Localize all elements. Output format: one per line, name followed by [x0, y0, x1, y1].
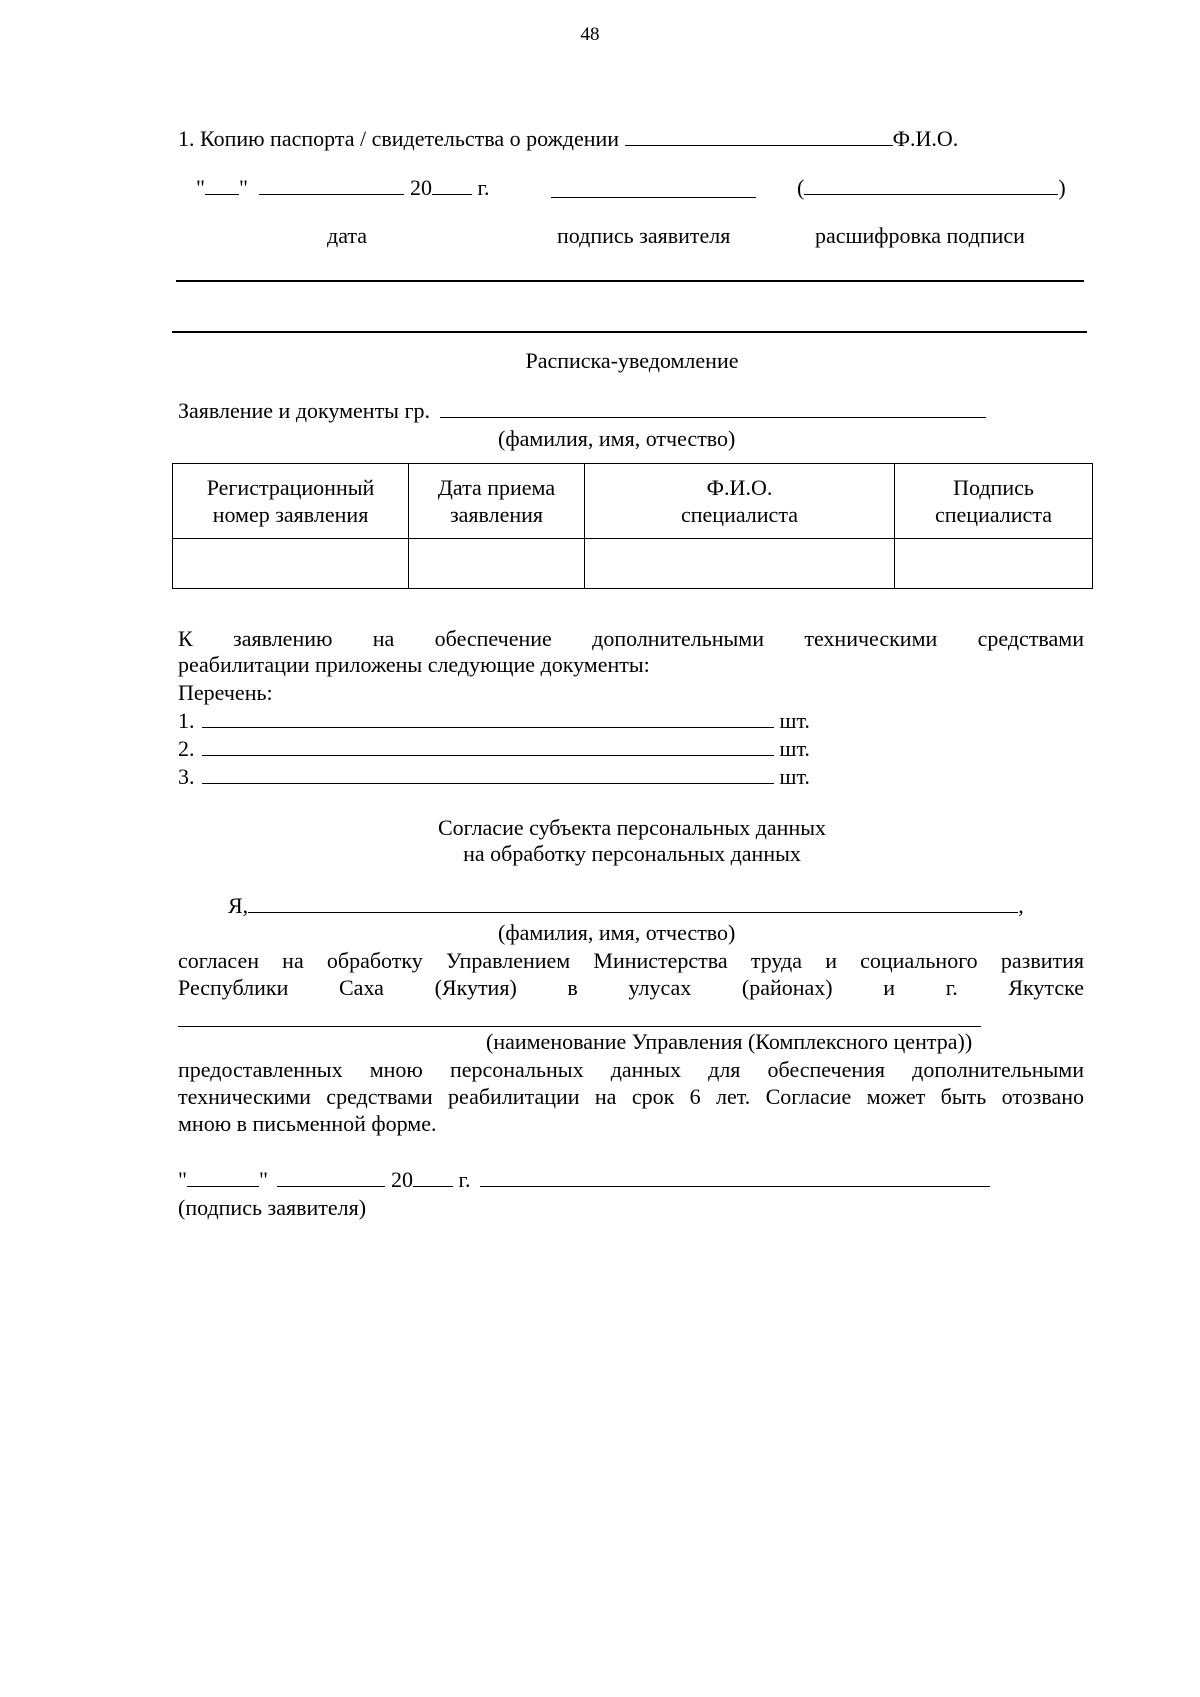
- header-receipt-date: Дата приема заявления: [409, 464, 585, 539]
- footer-day-blank[interactable]: [187, 1167, 259, 1187]
- consent-body-line4: техническими средствами реабилитации на срок 6 лет. Согласие может быть отозвано: [178, 1084, 1084, 1109]
- table-header-row: [173, 464, 1093, 539]
- list-item: [178, 736, 810, 762]
- documents-list-title: Перечень:: [178, 680, 273, 705]
- item-blank-1[interactable]: [202, 708, 774, 728]
- date-signature-row: [196, 175, 490, 201]
- cell-specialist-name[interactable]: [585, 539, 895, 589]
- year-suffix: г.: [477, 175, 490, 200]
- item-blank-3[interactable]: [202, 764, 774, 784]
- quote-close: ": [238, 175, 248, 200]
- month-blank[interactable]: [259, 175, 404, 195]
- footer-signature-caption: (подпись заявителя): [178, 1195, 367, 1220]
- consent-body-line5: мною в письменной форме.: [178, 1111, 437, 1136]
- header-reg-number: Регистрационный номер заявления: [173, 464, 409, 539]
- separator-line-1: [176, 280, 1084, 282]
- consent-name-blank[interactable]: [248, 893, 1018, 913]
- applicant-name-blank[interactable]: [440, 398, 986, 418]
- label-signature: подпись заявителя: [557, 223, 731, 248]
- item-number: 1.: [178, 708, 195, 733]
- consent-body-line2: Республики Саха (Якутия) в улусах (районах) и г. Якутске: [178, 975, 1084, 1000]
- consent-body-line1: согласен на обработку Управлением Министерства труда и социального развития: [178, 948, 1084, 973]
- consent-name-caption: (фамилия, имя, отчество): [498, 920, 736, 945]
- item-unit: шт.: [779, 736, 810, 761]
- receipt-title: Расписка-уведомление: [525, 348, 739, 373]
- year-prefix: 20: [409, 175, 432, 200]
- header-specialist-signature: Подпись специалиста: [895, 464, 1093, 539]
- consent-title-line2: на обработку персональных данных: [463, 841, 801, 866]
- separator-line-2: [172, 331, 1087, 333]
- quote-open: ": [196, 175, 205, 200]
- paren-open: (: [797, 175, 805, 200]
- footer-year-suffix: г.: [458, 1167, 471, 1192]
- list-item: [178, 764, 810, 790]
- consent-name-line: [228, 893, 1024, 919]
- item-blank-2[interactable]: [202, 736, 774, 756]
- fio-label: Ф.И.О.: [892, 126, 959, 151]
- i-label: Я,: [228, 893, 249, 918]
- passport-copy-text: 1. Копию паспорта / свидетельства о рождении: [178, 126, 620, 151]
- footer-signature-blank[interactable]: [480, 1167, 990, 1187]
- applicant-caption: (фамилия, имя, отчество): [498, 426, 736, 451]
- label-decoding: расшифровка подписи: [815, 223, 1025, 248]
- consent-footer-date: [178, 1167, 990, 1193]
- decoding-blank[interactable]: [804, 175, 1058, 195]
- page-number: 48: [580, 24, 600, 45]
- documents-intro-line2: реабилитации приложены следующие документы:: [178, 652, 650, 677]
- footer-year-prefix: 20: [390, 1167, 413, 1192]
- passport-copy-line: [178, 126, 958, 152]
- organization-blank[interactable]: [178, 1007, 981, 1027]
- item-number: 2.: [178, 736, 195, 761]
- paren-close: ): [1058, 175, 1066, 200]
- item-number: 3.: [178, 764, 195, 789]
- footer-month-blank[interactable]: [277, 1167, 385, 1187]
- header-specialist-name: Ф.И.О. специалиста: [585, 464, 895, 539]
- list-item: [178, 708, 810, 734]
- documents-intro-line1: К заявлению на обеспечение дополнительными техническими средствами: [178, 626, 1084, 651]
- signature-blank[interactable]: [551, 178, 756, 198]
- footer-quote-close: ": [258, 1167, 268, 1192]
- applicant-label: Заявление и документы гр.: [178, 398, 430, 423]
- day-blank[interactable]: [205, 175, 239, 195]
- consent-body-line3: предоставленных мною персональных данных для обеспечения дополнительными: [178, 1057, 1084, 1082]
- consent-title-line1: Согласие субъекта персональных данных: [437, 815, 827, 840]
- decoding-field: [797, 175, 1066, 201]
- cell-specialist-signature[interactable]: [895, 539, 1093, 589]
- item-unit: шт.: [779, 708, 810, 733]
- receipt-table: [172, 463, 1093, 589]
- table-row: [173, 539, 1093, 589]
- label-date: дата: [327, 223, 368, 248]
- footer-year-blank[interactable]: [413, 1167, 453, 1187]
- organization-caption: (наименование Управления (Комплексного центра)): [486, 1029, 973, 1054]
- applicant-line: [178, 398, 986, 424]
- footer-quote-open: ": [178, 1167, 187, 1192]
- cell-reg-number[interactable]: [173, 539, 409, 589]
- cell-receipt-date[interactable]: [409, 539, 585, 589]
- year-blank[interactable]: [432, 175, 472, 195]
- i-comma: ,: [1018, 893, 1024, 918]
- passport-name-blank[interactable]: [625, 126, 893, 146]
- item-unit: шт.: [779, 764, 810, 789]
